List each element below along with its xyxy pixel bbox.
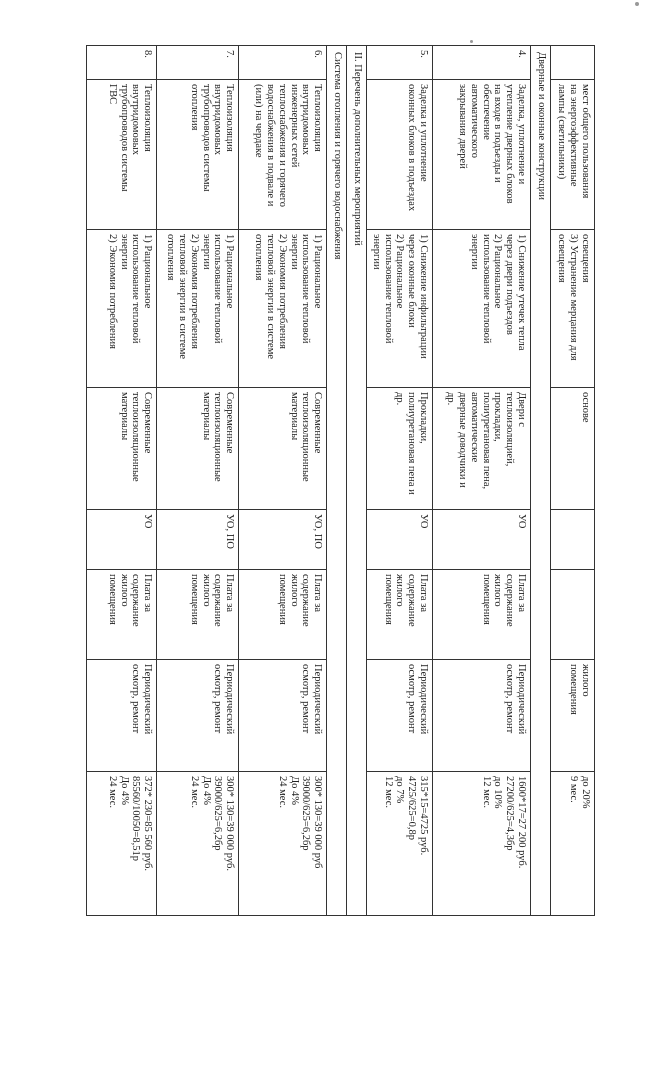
cell-effect: 1) Рациональное использование тепловой энергии 2) Экономия потребления тепловой энергии в системе отопления: [239, 230, 327, 388]
cell-num: 8.: [87, 46, 157, 80]
cell-source: [551, 570, 595, 660]
energy-measures-table: [86, 45, 595, 916]
cell-num: 4.: [433, 46, 531, 80]
cell-control: Периодический осмотр, ремонт: [239, 660, 327, 772]
table-row: [367, 46, 433, 916]
table-body: [87, 46, 595, 916]
cell-num: 5.: [367, 46, 433, 80]
table-row: [87, 46, 157, 916]
cell-executor: УО: [367, 510, 433, 570]
cell-executor: УО: [87, 510, 157, 570]
cell-num: [551, 46, 595, 80]
table-row: [433, 46, 531, 916]
cell-effect: 1) Снижение утечек тепла через двери подъездов 2) Рациональное использование тепловой энергии: [433, 230, 531, 388]
cell-executor: УО, ПО: [239, 510, 327, 570]
cell-name: Теплоизоляция внутридомовых трубопроводов системы ГВС: [87, 80, 157, 230]
cell-control: жилого помещения: [551, 660, 595, 772]
table-row: [157, 46, 239, 916]
section-title: II. Перечень дополнительных мероприятий: [347, 46, 367, 916]
scan-speck: [635, 2, 639, 6]
cell-effect: 1) Снижение инфильтрации через оконные блоки 2) Рациональное использование тепловой энергии: [367, 230, 433, 388]
cell-name: Теплоизоляция внутридомовых трубопроводов системы отопления: [157, 80, 239, 230]
cell-executor: УО, ПО: [157, 510, 239, 570]
section-header-row: [531, 46, 551, 916]
cell-cost: 372* 230=85 560 руб. 85560/10050=8,51р До 4% 24 мес.: [87, 772, 157, 916]
cell-executor: УО: [433, 510, 531, 570]
cell-cost: 1600*17=27 200 руб. 27200/625=4,3бр до 10% 12 мес.: [433, 772, 531, 916]
section-title: Дверные и оконные конструкции: [531, 46, 551, 916]
table-row: [239, 46, 327, 916]
scan-speck: [470, 40, 473, 43]
rotated-measures-table: [55, 45, 595, 915]
cell-control: Периодический осмотр, ремонт: [157, 660, 239, 772]
cell-materials: Прокладки, полиуретановая пена и др.: [367, 388, 433, 510]
cell-cost: 315*15=4725 руб. 4725/625=0,8р до 7% 12 мес.: [367, 772, 433, 916]
section-header-row: [327, 46, 347, 916]
cell-source: Плата за содержание жилого помещения: [367, 570, 433, 660]
cell-name: Теплоизоляция внутридомовых инженерных сетей теплоснабжения и горячего водоснабжения в подвале и (или) на чердаке: [239, 80, 327, 230]
cell-source: Плата за содержание жилого помещения: [239, 570, 327, 660]
cell-cost: до 20% 9 мес.: [551, 772, 595, 916]
cell-executor: [551, 510, 595, 570]
cell-num: 7.: [157, 46, 239, 80]
cell-num: 6.: [239, 46, 327, 80]
cell-name: Заделка и уплотнение оконных блоков в подъездах: [367, 80, 433, 230]
cell-control: Периодический осмотр, ремонт: [367, 660, 433, 772]
cell-source: Плата за содержание жилого помещения: [433, 570, 531, 660]
cell-effect: 1) Рациональное использование тепловой энергии 2) Экономия потребления: [87, 230, 157, 388]
cell-source: Плата за содержание жилого помещения: [87, 570, 157, 660]
cell-effect: освещения 3) Устранение мерцания для освещения: [551, 230, 595, 388]
section-title: Система отопления и горячего водоснабжения: [327, 46, 347, 916]
cell-name: Заделка, уплотнение и утепление дверных блоков на входе в подъезды и обеспечение автоматического закрывания дверей: [433, 80, 531, 230]
cell-control: Периодический осмотр, ремонт: [87, 660, 157, 772]
cell-materials: Современные теплоизоляционные материалы: [87, 388, 157, 510]
cell-cost: 300* 130=39 000 руб. 39000/625=6,2бр До 4% 24 мес.: [157, 772, 239, 916]
cell-name: мест общего пользования на энергоэффективные лампы (светильники): [551, 80, 595, 230]
table-row: [551, 46, 595, 916]
cell-control: Периодический осмотр, ремонт: [433, 660, 531, 772]
cell-materials: Двери с теплоизоляцией, прокладки, полиуретановая пена, автоматические дверные доводчики и др.: [433, 388, 531, 510]
cell-materials: основе: [551, 388, 595, 510]
cell-cost: 300* 130=39 000 руб 39000/625=6,2бр До 4% 24 мес.: [239, 772, 327, 916]
cell-materials: Современные теплоизоляционные материалы: [239, 388, 327, 510]
section-header-row: [347, 46, 367, 916]
cell-effect: 1) Рациональное использование тепловой энергии 2) Экономия потребления тепловой энергии в системе отопления: [157, 230, 239, 388]
cell-source: Плата за содержание жилого помещения: [157, 570, 239, 660]
cell-materials: Современные теплоизоляционные материалы: [157, 388, 239, 510]
